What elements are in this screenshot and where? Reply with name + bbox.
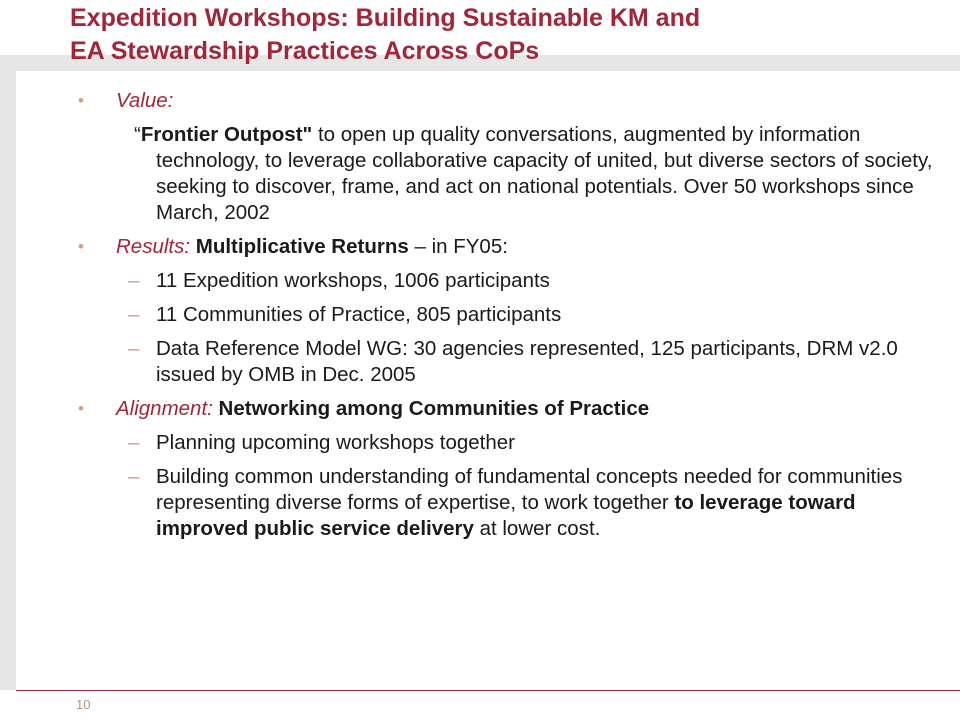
bullet-marker: • xyxy=(78,399,84,418)
results-item-3 xyxy=(76,336,936,388)
quote-open-mark: “ xyxy=(134,123,141,146)
value-quote xyxy=(76,122,936,226)
title-line-1: Expedition Workshops: Building Sustainable KM and xyxy=(70,4,701,32)
results-item-2 xyxy=(76,302,936,328)
bullet-marker: • xyxy=(78,237,84,256)
sub-bullet-marker: – xyxy=(128,465,140,488)
sub-bullet-marker: – xyxy=(128,269,140,292)
sub-bullet-marker: – xyxy=(128,337,140,360)
alignment-bold: Networking among Communities of Practice xyxy=(212,397,650,420)
left-decorative-bar xyxy=(0,55,16,690)
bullet-results xyxy=(76,234,936,260)
title-line-2: EA Stewardship Practices Across CoPs xyxy=(70,37,540,65)
results-bold: Multiplicative Returns xyxy=(190,235,409,258)
results-item-text: 11 Communities of Practice, 805 participants xyxy=(156,303,562,326)
sub-bullet-marker: – xyxy=(128,303,140,326)
alignment-item-text: Planning upcoming workshops together xyxy=(156,431,515,454)
results-rest: – in FY05: xyxy=(408,235,508,258)
alignment-item-2 xyxy=(76,464,936,542)
alignment-item-bold: to leverage toward improved public service delivery xyxy=(156,491,856,540)
bullet-value xyxy=(76,88,936,114)
page-number: 10 xyxy=(76,697,91,712)
results-item-text: Data Reference Model WG: 30 agencies represented, 125 participants, DRM v2.0 issued by OMB in Dec. 2005 xyxy=(156,337,898,386)
slide-body xyxy=(76,88,936,550)
results-item-text: 11 Expedition workshops, 1006 participants xyxy=(156,269,550,292)
alignment-lead: Alignment: xyxy=(116,397,213,420)
slide-title xyxy=(70,2,950,68)
alignment-item-text: Building common understanding of fundamental concepts needed for communities representing diverse forms of expertise, to work together xyxy=(156,465,903,514)
bullet-marker: • xyxy=(78,91,84,110)
quote-bold-phrase: Frontier Outpost" xyxy=(140,123,313,146)
bullet-alignment xyxy=(76,396,936,422)
footer-rule xyxy=(16,690,960,691)
sub-bullet-marker: – xyxy=(128,431,140,454)
results-lead: Results: xyxy=(116,235,191,258)
alignment-item-1 xyxy=(76,430,936,456)
results-item-1 xyxy=(76,268,936,294)
quote-text: to open up quality conversations, augmented by information technology, to leverage collaborative capacity of united, but diverse sectors of society, seeking to discover, frame, and act on national potentials. Over 50 workshops since March, 2002 xyxy=(156,123,933,224)
value-lead: Value: xyxy=(116,89,174,112)
alignment-item-end: at lower cost. xyxy=(473,517,601,540)
